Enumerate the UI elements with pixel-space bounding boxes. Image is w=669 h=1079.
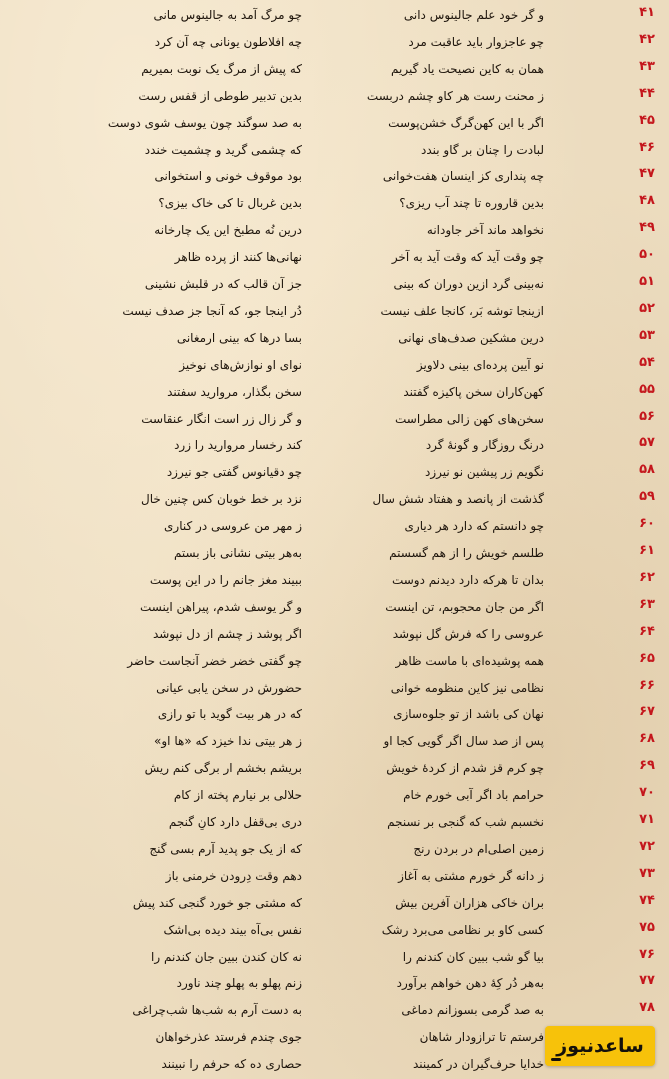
second-hemistich: ببیند مغز جانم را در این پوست (149, 572, 302, 587)
first-hemistich: چو دانستم که دارد هر دیاری (404, 519, 544, 534)
verse-number: ۴۲ (639, 31, 655, 47)
first-hemistich: بران خاکی هزاران آفرین بیش (395, 895, 544, 910)
first-hemistich: نهان کی باشد از تو جلوه‌سازی (393, 707, 544, 722)
verse-row (0, 136, 669, 163)
second-hemistich: نفس بی‌آه بیند دیده بی‌اشک (163, 922, 302, 937)
first-hemistich: ازینجا توشه بَر، کانجا علف نیست (380, 303, 544, 318)
verse-number: ۶۵ (639, 650, 655, 666)
verse-number: ۴۹ (639, 220, 655, 236)
second-hemistich: به صد سوگند چون یوسف شوی دوست (107, 115, 302, 130)
second-hemistich: جوی چندم فرستد عذرخواهان (155, 1030, 302, 1045)
second-hemistich: بسا درها که بینی ارمغانی (176, 330, 302, 345)
second-hemistich: دری بی‌قفل دارد کانِ گنجم (168, 815, 302, 829)
verse-row (0, 996, 669, 1023)
verse-number: ۶۸ (639, 731, 655, 747)
verse-row (0, 162, 669, 189)
first-hemistich: چو وقت آید که وقت آید به آخر (391, 250, 544, 265)
verse-number: ۴۱ (639, 5, 655, 20)
verse-row (0, 539, 669, 566)
first-hemistich: ز محنت رست هر کاو چشم دربست (366, 88, 544, 103)
first-hemistich: نو آیین پرده‌ای بینی دلاویز (416, 357, 544, 372)
second-hemistich: که در هر بیت گوید با تو رازی (157, 707, 302, 722)
second-hemistich: حصاری ده که حرفم را نبینند (161, 1057, 302, 1072)
verse-number: ۷۳ (639, 865, 655, 881)
first-hemistich: به‌هر دُر کِهٔ دهن خواهم برآورد (396, 976, 544, 991)
second-hemistich: و گر زال زر است انگار عنقاست (141, 411, 302, 426)
first-hemistich: حرامم باد اگر آبی خورم خام (403, 788, 544, 803)
verse-number: ۴۳ (639, 58, 655, 74)
second-hemistich: دهم وقت دِرودن خرمنی باز (165, 868, 302, 883)
second-hemistich: که چشمی گرید و چشمیت خندد (144, 142, 302, 157)
verse-row (0, 781, 669, 808)
verse-number: ۷۱ (639, 812, 655, 827)
first-hemistich: بدان تا هرکه دارد دیدنم دوست (391, 572, 544, 587)
verse-number: ۷۷ (639, 973, 655, 989)
verse-number: ۶۰ (639, 516, 655, 532)
verse-number: ۵۸ (639, 462, 655, 478)
verse-row (0, 566, 669, 593)
second-hemistich: چو دقیانوس گفتی جو نیرزد (166, 465, 302, 480)
second-hemistich: که از یک جو پدید آرم بسی گنج (149, 841, 302, 856)
verse-number: ۴۷ (639, 166, 655, 182)
verse-row (0, 297, 669, 324)
second-hemistich: نه کان کندن ببین جان کندنم را (151, 949, 302, 964)
first-hemistich: اگر من جان محجوبم، تن اینست (385, 599, 544, 614)
first-hemistich: بیا گو شب ببین کان کندنم را (402, 949, 544, 964)
verse-row (0, 674, 669, 701)
verse-row (0, 512, 669, 539)
verse-row (0, 808, 669, 835)
first-hemistich: همان به کاین نصیحت یاد گیریم (391, 61, 544, 76)
second-hemistich: نزد بر خط خوبان کس چنین خال (141, 492, 302, 507)
first-hemistich: نه‌بینی گرد ازین دوران که بینی (393, 277, 544, 291)
site-logo: ساعدنیوز (545, 1026, 655, 1066)
verse-row (0, 431, 669, 458)
second-hemistich: دُر اینجا جو، که آنجا جز صدف نیست (122, 303, 302, 318)
verse-number: ۶۷ (639, 704, 655, 720)
second-hemistich: چو مرگ آمد به جالینوس مانی (153, 8, 302, 22)
first-hemistich: چو کرم قز شدم از کردهٔ خویش (386, 761, 544, 776)
verse-row (0, 835, 669, 862)
verse-number: ۴۸ (639, 193, 655, 209)
verse-number: ۵۵ (639, 381, 655, 397)
verse-row (0, 55, 669, 82)
second-hemistich: زنم پهلو به پهلو چند ناورد (176, 976, 302, 991)
second-hemistich: کند رخسار مروارید را زرد (174, 438, 302, 453)
first-hemistich: طلسم خویش را از هم گسستم (389, 546, 544, 560)
verse-row (0, 862, 669, 889)
verse-row (0, 189, 669, 216)
verse-number: ۵۷ (639, 435, 655, 451)
first-hemistich: لبادت را چنان بر گاو بندد (420, 142, 544, 157)
second-hemistich: ز هر بیتی ندا خیزد که «ها او» (154, 734, 302, 749)
first-hemistich: اگر با این کهن‌گرگ خشن‌پوست (388, 115, 544, 130)
verse-row (0, 378, 669, 405)
second-hemistich: که پیش از مرگ یک نوبت بمیریم (141, 61, 302, 76)
second-hemistich: حلالی بر نیارم پخته از کام (173, 788, 302, 803)
first-hemistich: فرستم تا ترازودار شاهان (419, 1030, 544, 1045)
verse-row (0, 405, 669, 432)
verse-row (0, 109, 669, 136)
verse-row (0, 270, 669, 297)
verse-row (0, 324, 669, 351)
first-hemistich: چه پنداری کز اینسان هفت‌خوانی (382, 169, 544, 184)
verse-number: ۶۱ (639, 543, 655, 558)
verse-number: ۵۰ (639, 247, 655, 263)
first-hemistich: و گر خود علم جالینوس دانی (403, 8, 544, 22)
verse-row (0, 727, 669, 754)
verse-row (0, 943, 669, 970)
verse-number: ۶۹ (639, 758, 655, 774)
first-hemistich: ز دانه گر خورم مشتی به آغاز (398, 868, 544, 883)
first-hemistich: پس از صد سال اگر گویی کجا او (383, 734, 544, 749)
verse-row (0, 485, 669, 512)
second-hemistich: درین نُه مطبخ این یک چارخانه (154, 223, 302, 238)
verse-number: ۷۰ (639, 785, 655, 801)
second-hemistich: سخن بگذار، مروارید سفتند (167, 384, 302, 399)
verse-row (0, 351, 669, 378)
verse-number: ۵۶ (639, 408, 655, 424)
verse-row (0, 916, 669, 943)
verse-number: ۴۶ (639, 139, 655, 155)
first-hemistich: عروسی را که فرش گل نپوشد (392, 626, 544, 641)
second-hemistich: به دست آرم به شب‌ها شب‌چراغی (132, 1003, 302, 1018)
verse-number: ۵۹ (639, 489, 655, 505)
verse-number: ۷۴ (639, 892, 655, 908)
verse-number: ۷۶ (639, 946, 655, 962)
first-hemistich: بدین قاروره تا چند آب ریزی؟ (399, 196, 544, 211)
verse-row (0, 82, 669, 109)
verse-row (0, 647, 669, 674)
verse-row (0, 243, 669, 270)
verse-row (0, 216, 669, 243)
verse-row (0, 458, 669, 485)
second-hemistich: بدین تدبیر طوطی از قفس رست (138, 88, 302, 103)
second-hemistich: اگر پوشد ز چشم از دل نپوشد (152, 626, 302, 641)
second-hemistich: چو گفتی خضر خضر آنجاست حاضر (127, 653, 302, 668)
first-hemistich: سخن‌های کهن زالی مطراست (395, 411, 544, 426)
first-hemistich: نخسبم شب که گنجی بر نسنجم (387, 815, 544, 829)
first-hemistich: کسی کاو بر نظامی می‌برد رشک (381, 922, 544, 937)
second-hemistich: حضورش در سخن یابی عیانی (156, 680, 302, 695)
verse-number: ۶۲ (639, 569, 655, 585)
second-hemistich: جز آن قالب که در قلبش نشینی (144, 277, 302, 291)
second-hemistich: ز مهر من عروسی در کناری (164, 519, 302, 534)
verse-row (0, 28, 669, 55)
second-hemistich: نوای او نوازش‌های نوخیز (179, 357, 302, 372)
second-hemistich: بریشم بخشم ار برگی کنم ریش (144, 761, 302, 776)
second-hemistich: بدین غربال تا کی خاک بیزی؟ (158, 196, 302, 211)
verse-number: ۵۳ (639, 327, 655, 343)
first-hemistich: همه پوشیده‌ای با ماست ظاهر (395, 653, 544, 668)
second-hemistich: و گر یوسف شدم، پیراهن اینست (139, 599, 302, 614)
first-hemistich: نخواهد ماند آخر جاودانه (426, 223, 544, 238)
verse-row (0, 620, 669, 647)
first-hemistich: خدایا حرف‌گیران در کمینند (412, 1057, 544, 1072)
verse-number: ۶۶ (639, 677, 655, 693)
first-hemistich: درین مشکین صدف‌های نهانی (398, 330, 544, 345)
first-hemistich: زمین اصلی‌ام در بردن رنج (413, 841, 544, 856)
second-hemistich: که مشتی جو خورد گنجی کند پیش (132, 895, 302, 910)
verse-number: ۵۴ (639, 354, 655, 370)
verse-number: ۶۴ (639, 623, 655, 639)
verse-number: ۷۲ (639, 838, 655, 854)
first-hemistich: نگویم زر پیشین نو نیرزد (424, 465, 544, 480)
second-hemistich: نهانی‌ها کنند از پرده ظاهر (174, 250, 302, 265)
first-hemistich: به صد گرمی بسوزانم دماغی (401, 1003, 544, 1018)
first-hemistich: کهن‌کاران سخن پاکیزه گفتند (403, 384, 544, 399)
verse-row (0, 754, 669, 781)
verse-row (0, 700, 669, 727)
verse-number: ۷۸ (639, 1000, 655, 1016)
verse-row (0, 889, 669, 916)
verse-number: ۷۵ (639, 919, 655, 935)
verse-row (0, 969, 669, 996)
verse-number: ۴۴ (639, 85, 655, 101)
verse-number: ۵۲ (639, 300, 655, 316)
verse-row (0, 1, 669, 28)
first-hemistich: نظامی نیز کاین منظومه خوانی (390, 680, 544, 695)
verse-row (0, 593, 669, 620)
verse-number: ۴۵ (639, 112, 655, 128)
verse-number: ۶۳ (639, 596, 655, 612)
second-hemistich: بود موقوف خونی و استخوانی (154, 169, 302, 184)
second-hemistich: به‌هر بیتی نشانی باز بستم (173, 546, 302, 560)
first-hemistich: گذشت از پانصد و هفتاد شش سال (372, 492, 544, 507)
verse-number: ۵۱ (639, 274, 655, 289)
first-hemistich: درنگ روزگار و گونهٔ گرد (425, 438, 544, 453)
first-hemistich: چو عاجزوار باید عاقبت مرد (408, 34, 544, 49)
second-hemistich: چه افلاطون یونانی چه آن کرد (154, 34, 302, 49)
